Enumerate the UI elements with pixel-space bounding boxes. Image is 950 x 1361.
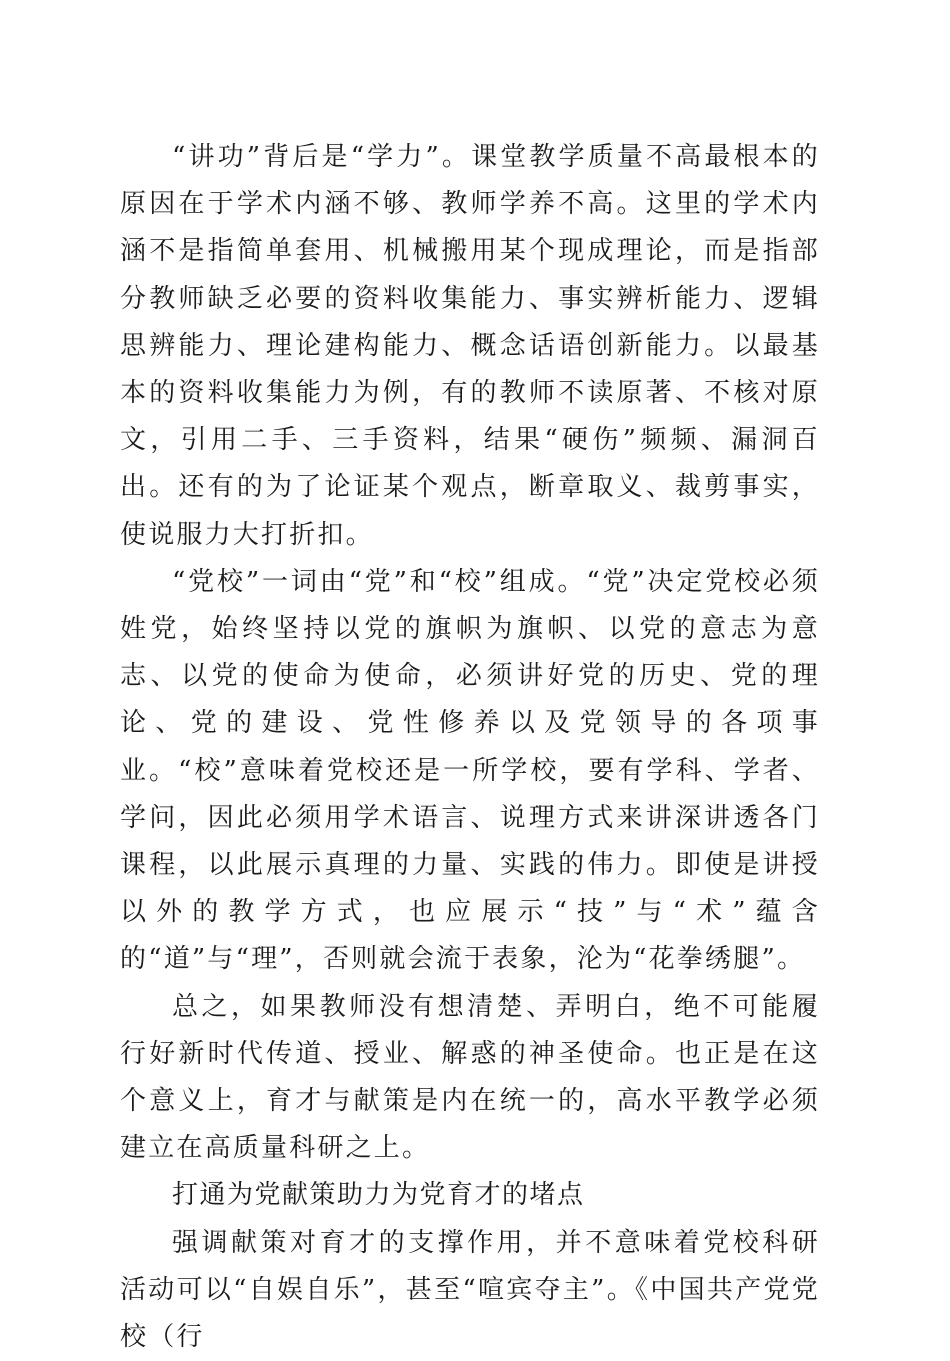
paragraph-party-school: “党校”一词由“党”和“校”组成。“党”决定党校必须姓党，始终坚持以党的旗帜为旗帜、以党的意志为意志、以党的使命为使命，必须讲好党的历史、党的理论、党的建设、党性修养以及党领导的各项事业。“校”意味着党校还是一所学校，要有学科、学者、学问，因此必须用学术语言、说理方式来讲深讲透各门课程，以此展示真理的力量、实践的伟力。即使是讲授以外的教学方式，也应展示“技”与“术”蕴含的“道”与“理”，否则就会流于表象，沦为“花拳绣腿”。 [120,566,820,975]
paragraph-research-support: 强调献策对育才的支撑作用，并不意味着党校科研活动可以“自娱自乐”，甚至“喧宾夺主”。《中国共产党党校（行 [120,1227,820,1353]
paragraph-teaching-quality: “讲功”背后是“学力”。课堂教学质量不高最根本的原因在于学术内涵不够、教师学养不高。这里的学术内涵不是指简单套用、机械搬用某个现成理论，而是指部分教师缺乏必要的资料收集能力、事实辨析能力、逻辑思辨能力、理论建构能力、概念话语创新能力。以最基本的资料收集能力为例，有的教师不读原著、不核对原文，引用二手、三手资料，结果“硬伤”频频、漏洞百出。还有的为了论证某个观点，断章取义、裁剪事实，使说服力大打折扣。 [120,142,820,550]
section-heading: 打通为党献策助力为党育才的堵点 [172,1180,585,1211]
document-body [120,134,820,1361]
paragraph-conclusion: 总之，如果教师没有想清楚、弄明白，绝不可能履行好新时代传道、授业、解惑的神圣使命。也正是在这个意义上，育才与献策是内在统一的，高水平教学必须建立在高质量科研之上。 [120,991,820,1164]
